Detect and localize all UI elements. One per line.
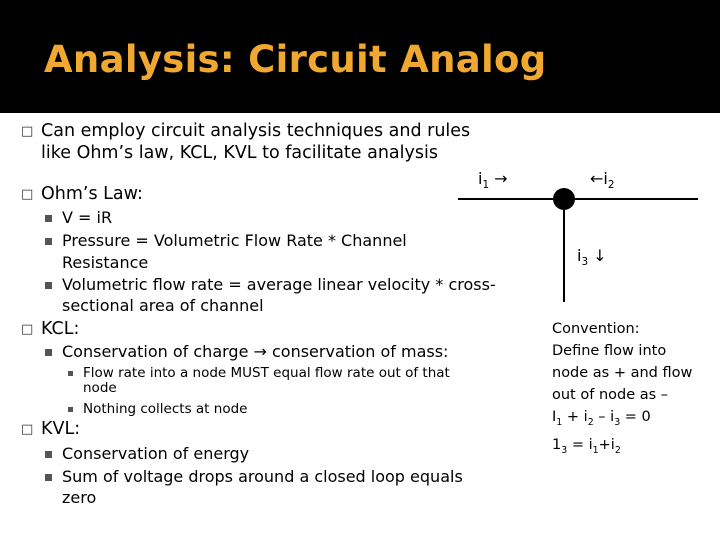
current-label-i1: $i_1$ →: [478, 169, 508, 192]
bullet-text-kcl: KCL:: [41, 319, 80, 339]
sub-sub-bullet-text: node: [83, 380, 117, 396]
sub-sub-bullet-text: Flow rate into a node MUST equal flow rate out of that: [83, 365, 450, 381]
bullet-text-ohms-law: Ohm’s Law:: [41, 184, 143, 204]
bullet-box-icon: □: [21, 187, 34, 202]
sub-sub-bullet-text: Nothing collects at node: [83, 401, 248, 417]
node-dot: [553, 188, 575, 210]
sub-bullet-text: V = iR: [62, 208, 113, 227]
sub-bullet-text: Conservation of energy: [62, 444, 250, 463]
sub-bullet-text: Resistance: [62, 253, 149, 272]
bullet-text: Can employ circuit analysis techniques and rules: [41, 121, 471, 141]
current-label-i3: $i_3$ ↓: [577, 246, 607, 269]
convention-text: Convention: Define flow into node as + and flow out of node as – $I_1 + i_2 - i_3 = 0$ $1_3 = i_1+i_2$: [552, 318, 692, 462]
current-label-i2: $\leftarrow i_2$: [590, 169, 615, 192]
convention-equation-2: $1_3 = i_1+i_2$: [552, 436, 621, 456]
sub-bullet-text: Conservation of charge → conservation of mass:: [62, 342, 449, 361]
bullet-box-icon: □: [21, 322, 34, 337]
sub-bullet-text: Pressure = Volumetric Flow Rate * Channel: [62, 231, 407, 250]
bullet-text: like Ohm’s law, KCL, KVL to facilitate analysis: [41, 143, 438, 163]
sub-bullet-text: Volumetric flow rate = average linear velocity * cross-: [62, 275, 496, 294]
sub-bullet-text: sectional area of channel: [62, 296, 264, 315]
bullet-text-kvl: KVL:: [41, 419, 81, 439]
convention-equation-1: $I_1 + i_2 - i_3 = 0$: [552, 409, 651, 428]
sub-bullet-text: zero: [62, 488, 97, 507]
bullet-box-icon: □: [21, 124, 34, 139]
slide-title: Analysis: Circuit Analog: [44, 38, 547, 81]
bullet-box-icon: □: [21, 422, 34, 437]
sub-bullet-text: Sum of voltage drops around a closed loop equals: [62, 467, 463, 486]
